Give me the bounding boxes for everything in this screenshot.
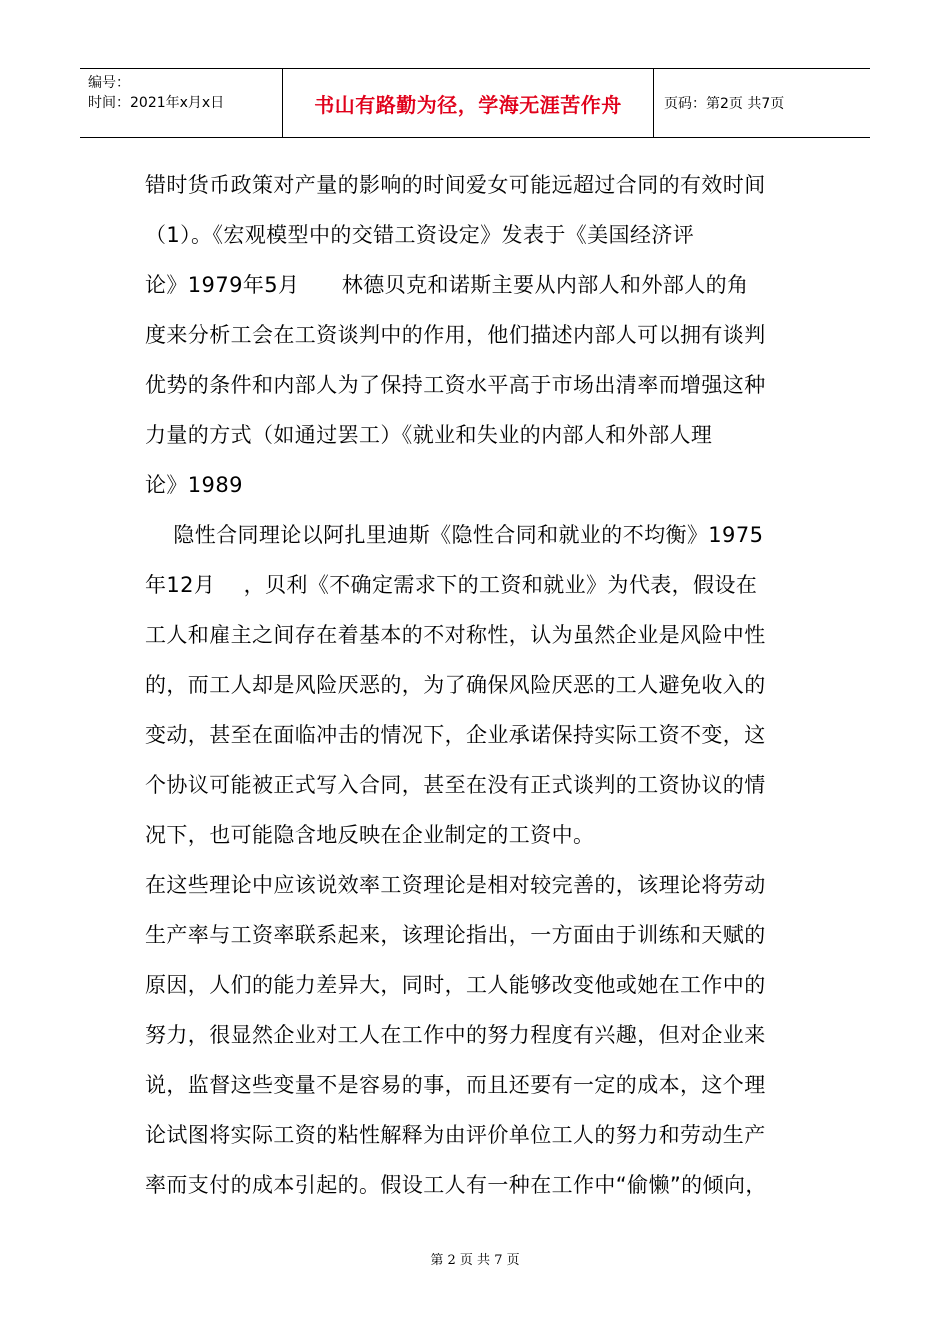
text-line: 优势的条件和内部人为了保持工资水平高于市场出清率而增强这种 [145, 373, 766, 397]
text-line: 错时货币政策对产量的影响的时间爱女可能远超过合同的有效时间 [145, 173, 766, 197]
text-line: 生产率与工资率联系起来，该理论指出，一方面由于训练和天赋的 [145, 923, 766, 947]
header-meta [80, 69, 282, 137]
text-line: 年12月 ，贝利《不确定需求下的工资和就业》为代表，假设在 [145, 573, 758, 597]
page-footer: 第 2 页 共 7 页 [430, 1253, 520, 1268]
text-line: 论试图将实际工资的粘性解释为由评价单位工人的努力和劳动生产 [145, 1123, 766, 1147]
text-line: 力量的方式（如通过罢工）《就业和失业的内部人和外部人理 [145, 423, 713, 447]
text-line: 况下，也可能隐含地反映在企业制定的工资中。 [145, 823, 595, 847]
text-line: 度来分析工会在工资谈判中的作用，他们描述内部人可以拥有谈判 [145, 323, 766, 347]
text-line: 论》1979年5月 林德贝克和诺斯主要从内部人和外部人的角 [145, 273, 749, 297]
header-motto-cell [282, 69, 654, 137]
text-line: 变动，甚至在面临冲击的情况下，企业承诺保持实际工资不变，这 [145, 723, 766, 747]
header-motto: 书山有路勤为径，学海无涯苦作舟 [314, 92, 622, 117]
header-page-cell [654, 69, 870, 137]
document-header [80, 68, 870, 138]
text-line: 原因，人们的能力差异大，同时，工人能够改变他或她在工作中的 [145, 973, 766, 997]
text-line: 说，监督这些变量不是容易的事，而且还要有一定的成本，这个理 [145, 1073, 766, 1097]
text-line: 率而支付的成本引起的。假设工人有一种在工作中“偷懒”的倾向， [145, 1173, 767, 1197]
text-line: （1）。《宏观模型中的交错工资设定》发表于《美国经济评 [145, 223, 695, 247]
document-number-label: 编号： [88, 75, 130, 91]
text-line: 努力，很显然企业对工人在工作中的努力程度有兴趣，但对企业来 [145, 1023, 766, 1047]
document-body [145, 160, 813, 1210]
text-line: 个协议可能被正式写入合同，甚至在没有正式谈判的工资协议的情 [145, 773, 766, 797]
document-date-label: 时间：2021年x月x日 [88, 95, 225, 111]
text-line: 隐性合同理论以阿扎里迪斯《隐性合同和就业的不均衡》1975 [145, 523, 764, 547]
text-line: 在这些理论中应该说效率工资理论是相对较完善的，该理论将劳动 [145, 873, 766, 897]
text-line: 论》1989 [145, 473, 243, 497]
header-page-label: 页码：第2页 共7页 [664, 96, 785, 112]
text-line: 工人和雇主之间存在着基本的不对称性，认为虽然企业是风险中性 [145, 623, 766, 647]
text-line: 的，而工人却是风险厌恶的，为了确保风险厌恶的工人避免收入的 [145, 673, 766, 697]
